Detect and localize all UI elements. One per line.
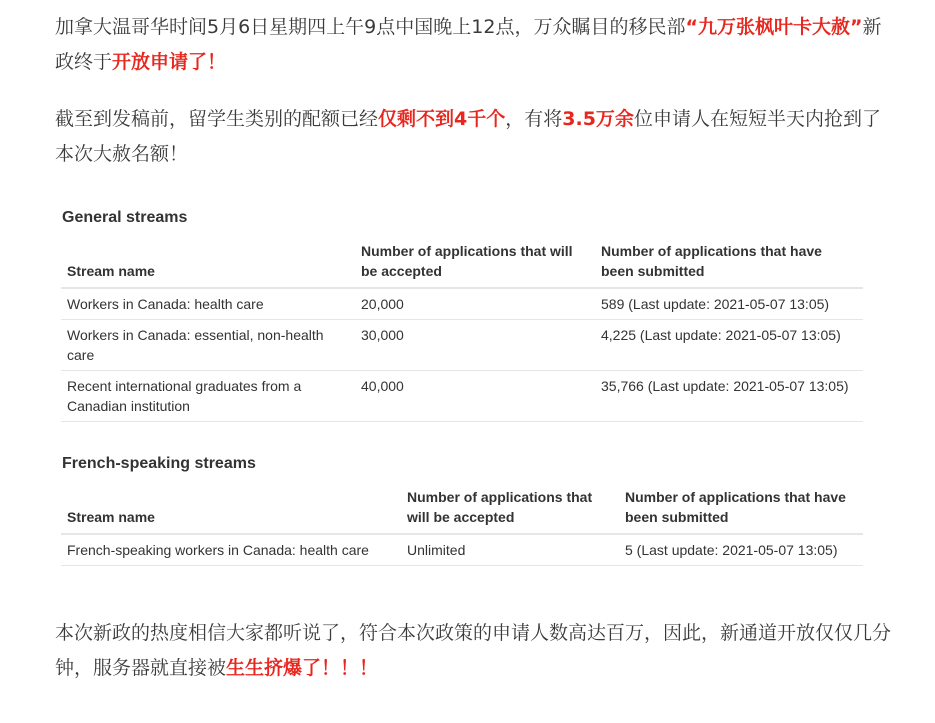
table-row <box>61 320 863 371</box>
cell-accepted: 20,000 <box>355 288 595 320</box>
cell-submitted: 35,766 (Last update: 2021-05-07 13:05) <box>595 371 863 422</box>
table-row <box>61 371 863 422</box>
outro-paragraph <box>55 616 895 686</box>
p2-text-a: 截至到发稿前，留学生类别的配额已经 <box>55 108 379 130</box>
cell-stream-name: Recent international graduates from a Canadian institution <box>61 371 355 422</box>
column-header-accepted: Number of applications that will be accepted <box>355 237 595 288</box>
cell-submitted: 589 (Last update: 2021-05-07 13:05) <box>595 288 863 320</box>
p1-text-a: 加拿大温哥华时间5月6日星期四上午9点中国晚上12点，万众瞩目的移民部 <box>55 16 686 38</box>
column-header-submitted: Number of applications that have been submitted <box>619 483 863 534</box>
table-row <box>61 534 863 566</box>
cell-submitted: 5 (Last update: 2021-05-07 13:05) <box>619 534 863 566</box>
p3-highlight-crashed: 生生挤爆了！！！ <box>226 657 379 679</box>
column-header-submitted: Number of applications that have been submitted <box>595 237 863 288</box>
p2-text-b: ，有将 <box>505 108 563 130</box>
table-header-row <box>61 237 863 288</box>
general-streams-title: General streams <box>62 209 188 226</box>
p3-text: 本次新政的热度相信大家都听说了，符合本次政策的申请人数高达百万，因此，新通道开放仅仅几分钟，服务器就直接被 <box>55 622 892 679</box>
p1-highlight-amnesty: “九万张枫叶卡大赦” <box>685 16 863 38</box>
p1-highlight-open: 开放申请了！ <box>112 51 227 73</box>
french-streams-table <box>61 483 863 566</box>
column-header-accepted: Number of applications that will be accepted <box>401 483 619 534</box>
general-streams-table <box>61 237 863 422</box>
french-streams-title: French-speaking streams <box>62 455 256 472</box>
p1-text-b: 新政终于 <box>55 16 882 73</box>
intro-paragraph-2 <box>55 102 895 172</box>
cell-stream-name: French-speaking workers in Canada: health care <box>61 534 401 566</box>
table-row <box>61 288 863 320</box>
intro-paragraph-1 <box>55 10 895 80</box>
p2-highlight-remaining: 仅剩不到4千个 <box>378 108 506 130</box>
column-header-stream-name: Stream name <box>61 237 355 288</box>
cell-stream-name: Workers in Canada: health care <box>61 288 355 320</box>
table-header-row <box>61 483 863 534</box>
p2-highlight-count: 3.5万余 <box>562 108 634 130</box>
cell-accepted: Unlimited <box>401 534 619 566</box>
cell-accepted: 40,000 <box>355 371 595 422</box>
column-header-stream-name: Stream name <box>61 483 401 534</box>
cell-stream-name: Workers in Canada: essential, non-health care <box>61 320 355 371</box>
p2-text-c: 位申请人在短短半天内抢到了本次大赦名额！ <box>55 108 881 165</box>
streams-screenshot <box>55 195 900 567</box>
cell-accepted: 30,000 <box>355 320 595 371</box>
cell-submitted: 4,225 (Last update: 2021-05-07 13:05) <box>595 320 863 371</box>
